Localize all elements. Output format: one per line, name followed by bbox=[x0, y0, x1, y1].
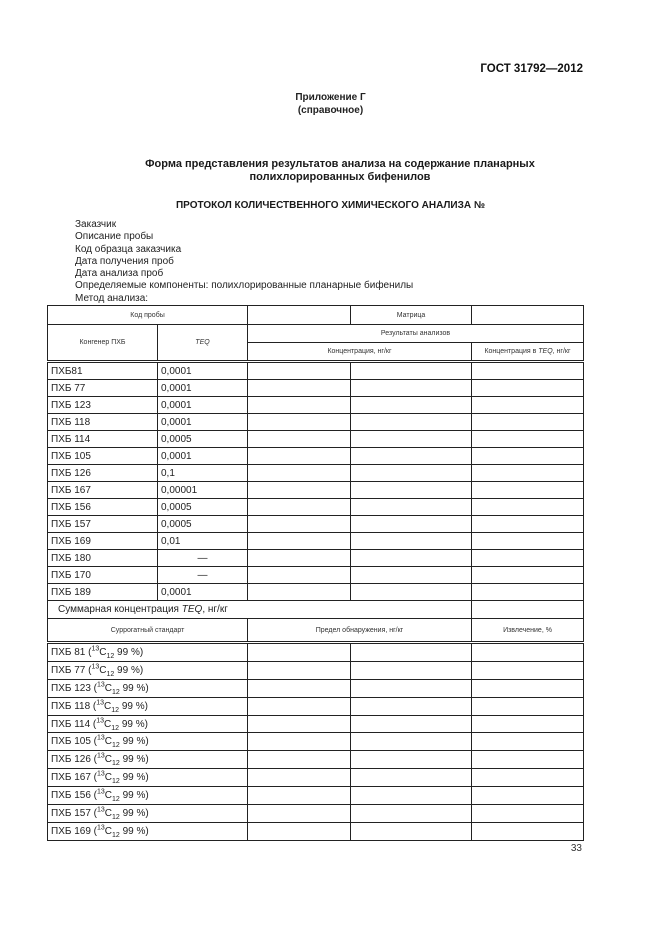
congener-row bbox=[48, 499, 584, 516]
isotope-element: C bbox=[99, 646, 107, 658]
sample-code-header: Код пробы bbox=[48, 306, 248, 325]
concentration-teq-cell[interactable] bbox=[472, 362, 584, 380]
concentration-teq-cell[interactable] bbox=[472, 584, 584, 601]
surrogate-header-row bbox=[48, 619, 584, 643]
surrogate-name-cell: ПХБ 157 ($^{13}C_{12}$ 99 %) bbox=[48, 805, 248, 823]
isotope-count: 12 bbox=[106, 670, 115, 678]
isotope-count: 12 bbox=[112, 831, 120, 839]
surrogate-congener: ПХБ 167 bbox=[51, 772, 91, 784]
surrogate-row bbox=[48, 643, 584, 662]
results-table bbox=[47, 305, 584, 841]
concentration-teq-cell[interactable] bbox=[472, 499, 584, 516]
congener-cell: ПХБ 126 bbox=[48, 465, 158, 482]
isotope-element: C bbox=[104, 825, 113, 837]
detection-limit-cell-1[interactable] bbox=[248, 643, 351, 662]
surrogate-row bbox=[48, 822, 584, 840]
recovery-header: Извлечение, % bbox=[472, 619, 584, 643]
detection-limit-cell-2[interactable] bbox=[351, 643, 472, 662]
isotope-purity: 99 % bbox=[122, 807, 146, 819]
isotope-count: 12 bbox=[112, 688, 120, 696]
congener-row bbox=[48, 397, 584, 414]
sum-teq-value-cell[interactable] bbox=[472, 601, 584, 619]
surrogate-row bbox=[48, 751, 584, 769]
sum-teq-suffix: , нг/кг bbox=[202, 604, 228, 615]
recovery-cell[interactable] bbox=[472, 697, 584, 715]
isotope-purity: 99 % bbox=[117, 664, 140, 676]
concentration-cell-2[interactable] bbox=[351, 448, 472, 465]
isotope-mass: 13 bbox=[96, 699, 105, 707]
recovery-cell[interactable] bbox=[472, 751, 584, 769]
sum-teq-label bbox=[48, 601, 472, 619]
congener-row bbox=[48, 448, 584, 465]
concentration-teq-cell[interactable] bbox=[472, 533, 584, 550]
sum-teq-italic: TEQ bbox=[181, 604, 203, 615]
congener-row bbox=[48, 550, 584, 567]
isotope-mass: 13 bbox=[96, 717, 105, 725]
isotope-purity: 99 % bbox=[122, 825, 146, 837]
field-customer: Заказчик bbox=[75, 219, 117, 230]
field-sample-description: Описание пробы bbox=[75, 231, 154, 243]
concentration-cell-2[interactable] bbox=[351, 397, 472, 414]
surrogate-name-cell: ПХБ 81 ($^{13}C_{12}$ 99 %) bbox=[48, 643, 248, 662]
surrogate-standard-header: Суррогатный стандарт bbox=[48, 619, 248, 643]
detection-limit-cell-1[interactable] bbox=[248, 769, 351, 787]
teq-cell: — bbox=[158, 550, 248, 567]
teq-cell: — bbox=[158, 567, 248, 584]
isotope-element: C bbox=[104, 736, 113, 748]
concentration-teq-cell[interactable] bbox=[472, 397, 584, 414]
teq-cell: 0,00001 bbox=[158, 482, 248, 499]
matrix-header: Матрица bbox=[351, 306, 472, 325]
detection-limit-cell-1[interactable] bbox=[248, 661, 351, 679]
surrogate-name-cell: ПХБ 156 ($^{13}C_{12}$ 99 %) bbox=[48, 787, 248, 805]
congener-row bbox=[48, 482, 584, 499]
congener-cell: ПХБ 167 bbox=[48, 482, 158, 499]
isotope-element: C bbox=[104, 772, 113, 784]
surrogate-congener: ПХБ 156 bbox=[51, 790, 91, 802]
congener-cell: ПХБ 156 bbox=[48, 499, 158, 516]
surrogate-name-cell: ПХБ 167 ($^{13}C_{12}$ 99 %) bbox=[48, 769, 248, 787]
concentration-teq-cell[interactable] bbox=[472, 550, 584, 567]
surrogate-name-cell: ПХБ 114 ($^{13}C_{12}$ 99 %) bbox=[48, 715, 248, 733]
isotope-mass: 13 bbox=[91, 645, 100, 653]
teq-cell: 0,0005 bbox=[158, 499, 248, 516]
surrogate-name-cell: ПХБ 105 ($^{13}C_{12}$ 99 %) bbox=[48, 733, 248, 751]
header-row-sample bbox=[48, 306, 584, 325]
surrogate-name-cell: ПХБ 126 ($^{13}C_{12}$ 99 %) bbox=[48, 751, 248, 769]
teq-cell: 0,0001 bbox=[158, 414, 248, 431]
surrogate-name-cell: ПХБ 123 ($^{13}C_{12}$ 99 %) bbox=[48, 679, 248, 697]
concentration-teq-italic: TEQ bbox=[538, 348, 553, 355]
detection-limit-cell-2[interactable] bbox=[351, 715, 472, 733]
recovery-cell[interactable] bbox=[472, 822, 584, 840]
congener-cell: ПХБ 170 bbox=[48, 567, 158, 584]
isotope-purity: 99 % bbox=[122, 754, 146, 766]
concentration-header: Концентрация, нг/кг bbox=[248, 343, 472, 362]
isotope-purity: 99 % bbox=[117, 646, 140, 658]
isotope-mass: 13 bbox=[91, 663, 100, 671]
concentration-cell-1[interactable] bbox=[248, 397, 351, 414]
detection-limit-cell-2[interactable] bbox=[351, 822, 472, 840]
congener-row bbox=[48, 516, 584, 533]
isotope-mass: 13 bbox=[97, 788, 105, 796]
form-title-line-1: Форма представления результатов анализа на содержание планарных bbox=[145, 158, 535, 170]
concentration-cell-2[interactable] bbox=[351, 431, 472, 448]
isotope-purity: 99 % bbox=[122, 736, 146, 748]
detection-limit-cell-1[interactable] bbox=[248, 697, 351, 715]
teq-cell: 0,0001 bbox=[158, 397, 248, 414]
detection-limit-cell-2[interactable] bbox=[351, 805, 472, 823]
congener-row bbox=[48, 431, 584, 448]
isotope-mass: 13 bbox=[97, 681, 105, 689]
recovery-cell[interactable] bbox=[472, 643, 584, 662]
teq-header-label: TEQ bbox=[195, 339, 210, 346]
concentration-cell-1[interactable] bbox=[248, 567, 351, 584]
header-row-results bbox=[48, 325, 584, 343]
concentration-cell-1[interactable] bbox=[248, 584, 351, 601]
surrogate-congener: ПХБ 157 bbox=[51, 807, 91, 819]
standard-code: ГОСТ 31792—2012 bbox=[480, 63, 583, 75]
detection-limit-cell-1[interactable] bbox=[248, 733, 351, 751]
isotope-element: C bbox=[104, 754, 113, 766]
isotope-mass: 13 bbox=[97, 806, 105, 814]
concentration-cell-1[interactable] bbox=[248, 550, 351, 567]
detection-limit-cell-2[interactable] bbox=[351, 751, 472, 769]
concentration-cell-2[interactable] bbox=[351, 414, 472, 431]
isotope-mass: 13 bbox=[97, 824, 105, 832]
concentration-teq-cell[interactable] bbox=[472, 482, 584, 499]
detection-limit-cell-2[interactable] bbox=[351, 733, 472, 751]
protocol-fields bbox=[75, 219, 413, 305]
isotope-count: 12 bbox=[106, 652, 115, 660]
surrogate-row bbox=[48, 661, 584, 679]
congener-cell: ПХБ81 bbox=[48, 362, 158, 380]
isotope-purity: 99 % bbox=[122, 790, 146, 802]
congener-row bbox=[48, 465, 584, 482]
isotope-count: 12 bbox=[112, 796, 120, 804]
concentration-cell-2[interactable] bbox=[351, 362, 472, 380]
congener-cell: ПХБ 157 bbox=[48, 516, 158, 533]
detection-limit-cell-2[interactable] bbox=[351, 769, 472, 787]
concentration-teq-cell[interactable] bbox=[472, 448, 584, 465]
isotope-element: C bbox=[104, 718, 112, 730]
field-receipt-date: Дата получения проб bbox=[75, 255, 174, 267]
congener-row bbox=[48, 414, 584, 431]
congener-cell: ПХБ 77 bbox=[48, 380, 158, 397]
appendix-title: Приложение Г bbox=[295, 92, 366, 103]
surrogate-row bbox=[48, 679, 584, 697]
surrogate-name-cell: ПХБ 77 ($^{13}C_{12}$ 99 %) bbox=[48, 661, 248, 679]
congener-cell: ПХБ 118 bbox=[48, 414, 158, 431]
detection-limit-cell-1[interactable] bbox=[248, 822, 351, 840]
field-components: Определяемые компоненты: полихлорированные планарные бифенилы bbox=[75, 280, 414, 292]
isotope-element: C bbox=[104, 790, 113, 802]
isotope-mass: 13 bbox=[97, 752, 105, 760]
surrogate-congener: ПХБ 114 bbox=[51, 718, 91, 730]
recovery-cell[interactable] bbox=[472, 805, 584, 823]
protocol-title: ПРОТОКОЛ КОЛИЧЕСТВЕННОГО ХИМИЧЕСКОГО АНАЛИЗА № bbox=[175, 200, 486, 211]
teq-header bbox=[158, 325, 248, 362]
isotope-purity: 99 % bbox=[122, 682, 146, 694]
isotope-count: 12 bbox=[112, 760, 120, 768]
concentration-cell-2[interactable] bbox=[351, 584, 472, 601]
concentration-cell-2[interactable] bbox=[351, 550, 472, 567]
isotope-purity: 99 % bbox=[122, 772, 146, 784]
recovery-cell[interactable] bbox=[472, 787, 584, 805]
recovery-cell[interactable] bbox=[472, 679, 584, 697]
isotope-mass: 13 bbox=[97, 735, 105, 743]
concentration-cell-2[interactable] bbox=[351, 465, 472, 482]
surrogate-row bbox=[48, 733, 584, 751]
surrogate-congener: ПХБ 81 bbox=[51, 646, 86, 658]
detection-limit-cell-2[interactable] bbox=[351, 697, 472, 715]
isotope-count: 12 bbox=[112, 778, 120, 786]
concentration-cell-2[interactable] bbox=[351, 516, 472, 533]
isotope-count: 12 bbox=[111, 724, 120, 732]
sample-code-value-cell[interactable] bbox=[248, 306, 351, 325]
appendix-type: (справочное) bbox=[297, 105, 364, 116]
isotope-element: C bbox=[99, 664, 107, 676]
surrogate-congener: ПХБ 105 bbox=[51, 736, 91, 748]
form-title bbox=[80, 158, 600, 184]
detection-limit-cell-2[interactable] bbox=[351, 679, 472, 697]
congener-cell: ПХБ 189 bbox=[48, 584, 158, 601]
isotope-element: C bbox=[104, 700, 112, 712]
sum-teq-row bbox=[48, 601, 584, 619]
teq-cell: 0,0001 bbox=[158, 448, 248, 465]
surrogate-congener: ПХБ 123 bbox=[51, 682, 91, 694]
congener-row bbox=[48, 380, 584, 397]
teq-cell: 0,0001 bbox=[158, 362, 248, 380]
congener-header: Конгенер ПХБ bbox=[48, 325, 158, 362]
isotope-mass: 13 bbox=[97, 770, 105, 778]
detection-limit-header: Предел обнаружения, нг/кг bbox=[248, 619, 472, 643]
recovery-cell[interactable] bbox=[472, 661, 584, 679]
sum-teq-prefix: Суммарная концентрация bbox=[58, 604, 182, 615]
concentration-teq-cell[interactable] bbox=[472, 431, 584, 448]
concentration-teq-cell[interactable] bbox=[472, 516, 584, 533]
results-header: Результаты анализов bbox=[248, 325, 584, 343]
surrogate-row bbox=[48, 769, 584, 787]
concentration-cell-1[interactable] bbox=[248, 414, 351, 431]
concentration-cell-2[interactable] bbox=[351, 380, 472, 397]
concentration-teq-cell[interactable] bbox=[472, 567, 584, 584]
concentration-cell-1[interactable] bbox=[248, 431, 351, 448]
concentration-cell-1[interactable] bbox=[248, 465, 351, 482]
form-title-line-2: полихлорированных бифенилов bbox=[249, 171, 431, 183]
concentration-cell-2[interactable] bbox=[351, 567, 472, 584]
concentration-cell-1[interactable] bbox=[248, 362, 351, 380]
recovery-cell[interactable] bbox=[472, 733, 584, 751]
detection-limit-cell-1[interactable] bbox=[248, 715, 351, 733]
isotope-count: 12 bbox=[112, 813, 120, 821]
teq-cell: 0,01 bbox=[158, 533, 248, 550]
surrogate-name-cell: ПХБ 118 ($^{13}C_{12}$ 99 %) bbox=[48, 697, 248, 715]
concentration-cell-2[interactable] bbox=[351, 499, 472, 516]
detection-limit-cell-1[interactable] bbox=[248, 679, 351, 697]
concentration-cell-1[interactable] bbox=[248, 516, 351, 533]
congener-cell: ПХБ 123 bbox=[48, 397, 158, 414]
concentration-cell-1[interactable] bbox=[248, 499, 351, 516]
isotope-count: 12 bbox=[111, 706, 120, 714]
surrogate-row bbox=[48, 805, 584, 823]
isotope-element: C bbox=[104, 682, 113, 694]
field-analysis-date: Дата анализа проб bbox=[75, 268, 164, 280]
detection-limit-cell-2[interactable] bbox=[351, 661, 472, 679]
concentration-cell-1[interactable] bbox=[248, 482, 351, 499]
matrix-value-cell[interactable] bbox=[472, 306, 584, 325]
isotope-count: 12 bbox=[112, 742, 120, 750]
surrogate-row bbox=[48, 697, 584, 715]
surrogate-row bbox=[48, 787, 584, 805]
detection-limit-cell-2[interactable] bbox=[351, 787, 472, 805]
concentration-teq-header bbox=[472, 343, 584, 362]
congener-row bbox=[48, 533, 584, 550]
congener-row bbox=[48, 584, 584, 601]
surrogate-congener: ПХБ 77 bbox=[51, 664, 86, 676]
detection-limit-cell-1[interactable] bbox=[248, 751, 351, 769]
congener-cell: ПХБ 105 bbox=[48, 448, 158, 465]
teq-cell: 0,0005 bbox=[158, 431, 248, 448]
concentration-teq-cell[interactable] bbox=[472, 414, 584, 431]
teq-cell: 0,1 bbox=[158, 465, 248, 482]
teq-cell: 0,0005 bbox=[158, 516, 248, 533]
detection-limit-cell-1[interactable] bbox=[248, 787, 351, 805]
concentration-cell-1[interactable] bbox=[248, 380, 351, 397]
page-number: 33 bbox=[570, 843, 582, 854]
congener-cell: ПХБ 180 bbox=[48, 550, 158, 567]
teq-cell: 0,0001 bbox=[158, 584, 248, 601]
concentration-teq-prefix: Концентрация в bbox=[484, 348, 539, 355]
field-customer-sample-code: Код образца заказчика bbox=[75, 243, 182, 255]
isotope-purity: 99 % bbox=[121, 700, 145, 712]
field-method: Метод анализа: bbox=[75, 292, 149, 304]
surrogate-congener: ПХБ 126 bbox=[51, 754, 91, 766]
concentration-cell-1[interactable] bbox=[248, 448, 351, 465]
surrogate-row bbox=[48, 715, 584, 733]
concentration-teq-cell[interactable] bbox=[472, 465, 584, 482]
surrogate-congener: ПХБ 169 bbox=[51, 825, 91, 837]
isotope-element: C bbox=[104, 807, 113, 819]
surrogate-congener: ПХБ 118 bbox=[51, 700, 91, 712]
congener-row bbox=[48, 567, 584, 584]
concentration-teq-suffix: , нг/кг bbox=[552, 348, 571, 355]
detection-limit-cell-1[interactable] bbox=[248, 805, 351, 823]
concentration-cell-1[interactable] bbox=[248, 533, 351, 550]
congener-row bbox=[48, 362, 584, 380]
concentration-cell-2[interactable] bbox=[351, 533, 472, 550]
concentration-teq-cell[interactable] bbox=[472, 380, 584, 397]
recovery-cell[interactable] bbox=[472, 715, 584, 733]
concentration-cell-2[interactable] bbox=[351, 482, 472, 499]
recovery-cell[interactable] bbox=[472, 769, 584, 787]
surrogate-name-cell: ПХБ 169 ($^{13}C_{12}$ 99 %) bbox=[48, 822, 248, 840]
teq-cell: 0,0001 bbox=[158, 380, 248, 397]
congener-cell: ПХБ 114 bbox=[48, 431, 158, 448]
congener-cell: ПХБ 169 bbox=[48, 533, 158, 550]
isotope-purity: 99 % bbox=[121, 718, 145, 730]
